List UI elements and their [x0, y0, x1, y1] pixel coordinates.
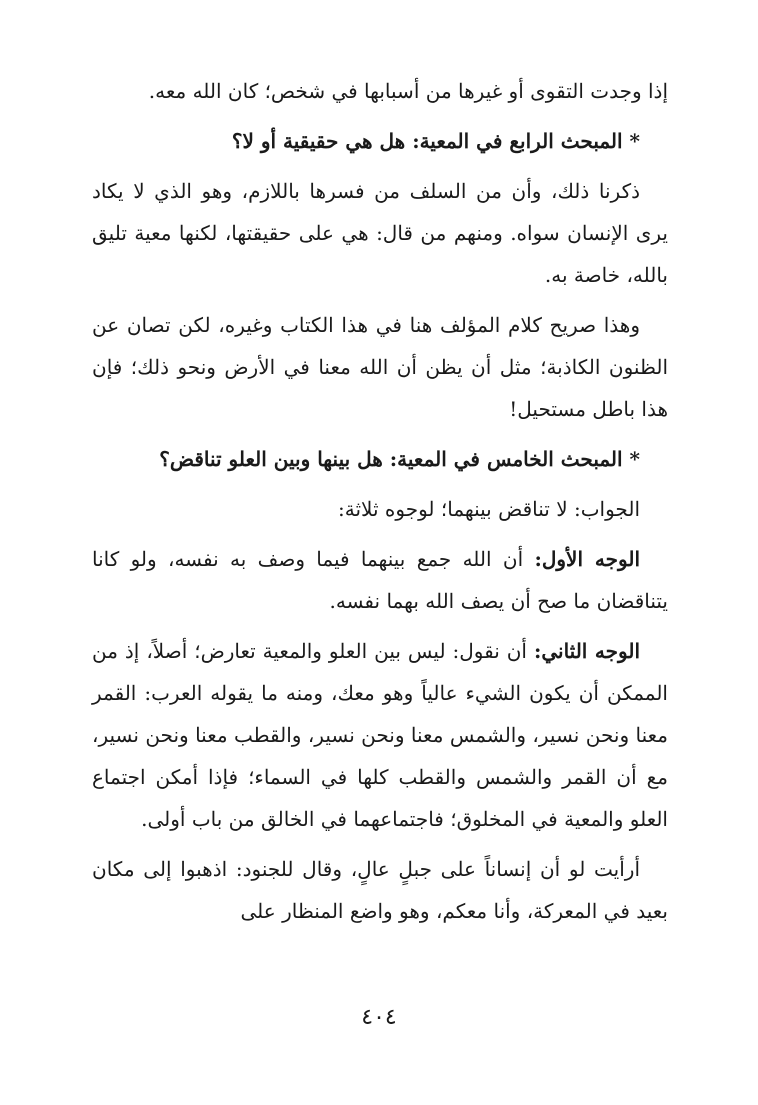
- paragraph-2: ذكرنا ذلك، وأن من السلف من فسرها باللازم، وهو الذي لا يكاد يرى الإنسان سواه. ومنهم من قال: هي على حقيقتها، لكنها معية تليق بالله، خاصة به.: [92, 179, 668, 287]
- page-number: ٤٠٤: [361, 1005, 397, 1030]
- first-aspect-text: أن الله جمع بينهما فيما وصف به نفسه، ولو كانا يتناقضان ما صح أن يصف الله بهما نفسه.: [92, 547, 668, 613]
- second-aspect-label: الوجه الثاني:: [533, 639, 641, 663]
- second-aspect-text: أن نقول: ليس بين العلو والمعية تعارض؛ أصلاً، إذ من الممكن أن يكون الشيء عالياً وهو معك، ومنه ما يقوله العرب: القمر معنا ونحن نسير، والشمس معنا ونحن نسير، والقطب معنا ونحن نسير، مع أن القمر والشمس والقطب كلها في السماء؛ فإذا أمكن اجتماع العلو والمعية في المخلوق؛ فاجتماعهما في الخالق من باب أولى.: [92, 639, 668, 831]
- paragraph-3: وهذا صريح كلام المؤلف هنا في هذا الكتاب وغيره، لكن تصان عن الظنون الكاذبة؛ مثل أن يظن أن الله معنا في الأرض ونحو ذلك؛ فإن هذا باطل مستحيل!: [92, 313, 668, 421]
- paragraph-first-aspect: [92, 538, 668, 622]
- section-heading-4: * المبحث الرابع في المعية: هل هي حقيقية أو لا؟: [231, 129, 640, 153]
- page-body: [92, 70, 668, 940]
- paragraph-answer: الجواب: لا تناقض بينهما؛ لوجوه ثلاثة:: [338, 497, 640, 521]
- paragraph-second-aspect: [92, 630, 668, 840]
- paragraph-1: إذا وجدت التقوى أو غيرها من أسبابها في شخص؛ كان الله معه.: [148, 79, 668, 103]
- paragraph-last: أرأيت لو أن إنساناً على جبلٍ عالٍ، وقال للجنود: اذهبوا إلى مكان بعيد في المعركة، وأنا معكم، وهو واضع المنظار على: [92, 857, 668, 923]
- section-heading-5: * المبحث الخامس في المعية: هل بينها وبين العلو تناقض؟: [159, 447, 640, 471]
- first-aspect-label: الوجه الأول:: [534, 547, 640, 571]
